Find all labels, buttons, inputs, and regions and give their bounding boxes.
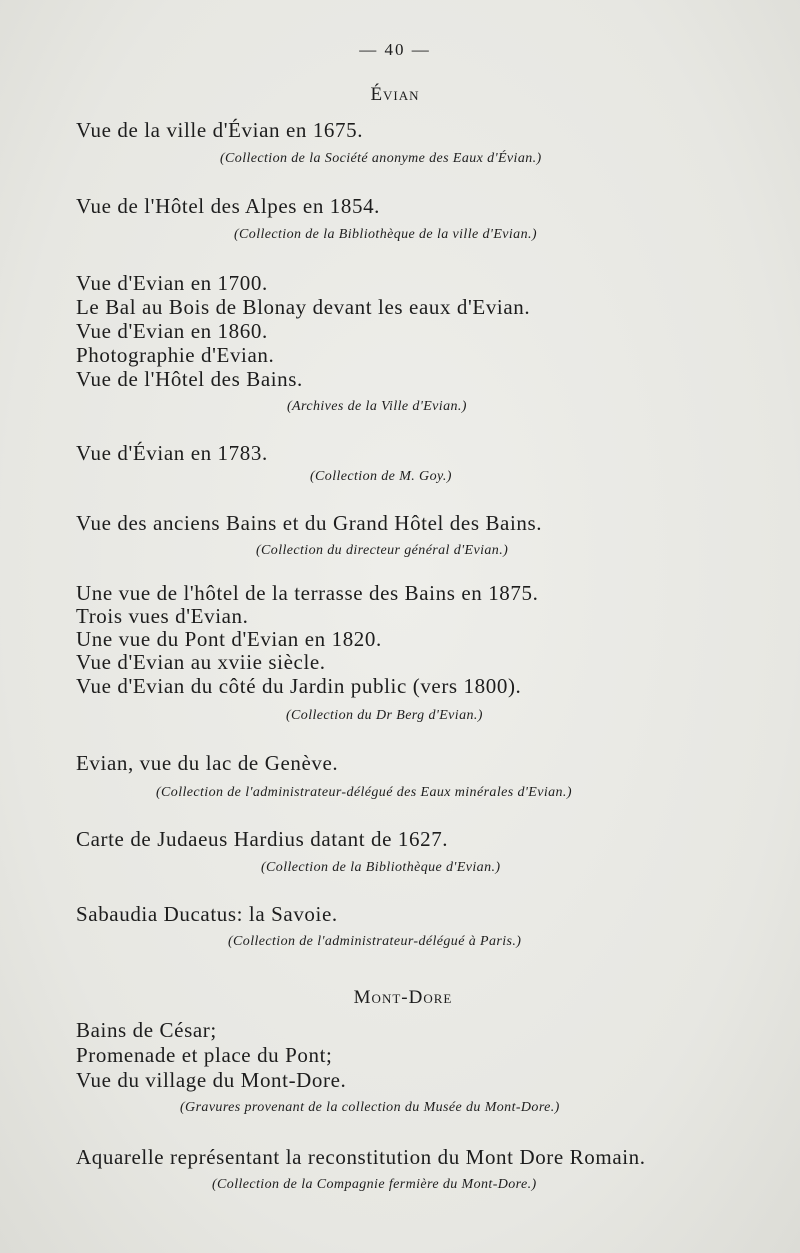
entry-title: Vue de l'Hôtel des Alpes en 1854. bbox=[76, 194, 381, 218]
entry-source: (Collection de la Bibliothèque de la ville d'Evian.) bbox=[234, 227, 537, 242]
entry-title: Vue d'Evian au xviie siècle. bbox=[76, 650, 326, 674]
entry-source: (Collection de l'administrateur-délégué à Paris.) bbox=[228, 934, 522, 949]
entry-title: Aquarelle représentant la reconstitution du Mont Dore Romain. bbox=[76, 1145, 646, 1169]
entry-title: Carte de Judaeus Hardius datant de 1627. bbox=[76, 827, 449, 851]
entry-title: Sabaudia Ducatus: la Savoie. bbox=[76, 902, 338, 926]
entry-title: Photographie d'Evian. bbox=[76, 343, 275, 367]
entry-title: Vue d'Evian en 1860. bbox=[76, 319, 268, 343]
entry-title: Bains de César; bbox=[76, 1018, 217, 1042]
entry-source: (Collection de M. Goy.) bbox=[310, 469, 452, 484]
entry-title: Promenade et place du Pont; bbox=[76, 1043, 333, 1067]
page-number: — 40 — bbox=[359, 40, 431, 59]
entry-source: (Archives de la Ville d'Evian.) bbox=[287, 399, 467, 414]
entry-title: Trois vues d'Evian. bbox=[76, 604, 249, 628]
section-heading-mont-dore: Mont-Dore bbox=[353, 987, 453, 1008]
section-heading-evian: Évian bbox=[370, 84, 420, 105]
entry-source: (Collection de l'administrateur-délégué des Eaux minérales d'Evian.) bbox=[156, 785, 572, 800]
entry-source: (Collection du directeur général d'Evian.) bbox=[256, 543, 509, 558]
entry-title: Vue d'Evian du côté du Jardin public (vers 1800). bbox=[76, 674, 522, 698]
entry-title: Evian, vue du lac de Genève. bbox=[76, 751, 339, 775]
entry-title: Vue de la ville d'Évian en 1675. bbox=[76, 118, 364, 142]
entry-title: Une vue de l'hôtel de la terrasse des Bains en 1875. bbox=[76, 581, 539, 605]
entry-source: (Gravures provenant de la collection du Musée du Mont-Dore.) bbox=[180, 1100, 560, 1115]
entry-title: Vue de l'Hôtel des Bains. bbox=[76, 367, 303, 391]
entry-title: Vue d'Évian en 1783. bbox=[76, 441, 268, 465]
entry-title: Vue d'Evian en 1700. bbox=[76, 271, 268, 295]
entry-source: (Collection de la Compagnie fermière du Mont-Dore.) bbox=[212, 1177, 537, 1192]
entry-source: (Collection de la Société anonyme des Eaux d'Évian.) bbox=[220, 151, 542, 166]
entry-title: Une vue du Pont d'Evian en 1820. bbox=[76, 627, 382, 651]
entry-title: Vue du village du Mont-Dore. bbox=[76, 1068, 347, 1092]
entry-source: (Collection de la Bibliothèque d'Evian.) bbox=[261, 860, 501, 875]
entry-title: Le Bal au Bois de Blonay devant les eaux d'Evian. bbox=[76, 295, 531, 319]
entry-title: Vue des anciens Bains et du Grand Hôtel des Bains. bbox=[76, 511, 543, 535]
entry-source: (Collection du Dr Berg d'Evian.) bbox=[286, 708, 483, 723]
